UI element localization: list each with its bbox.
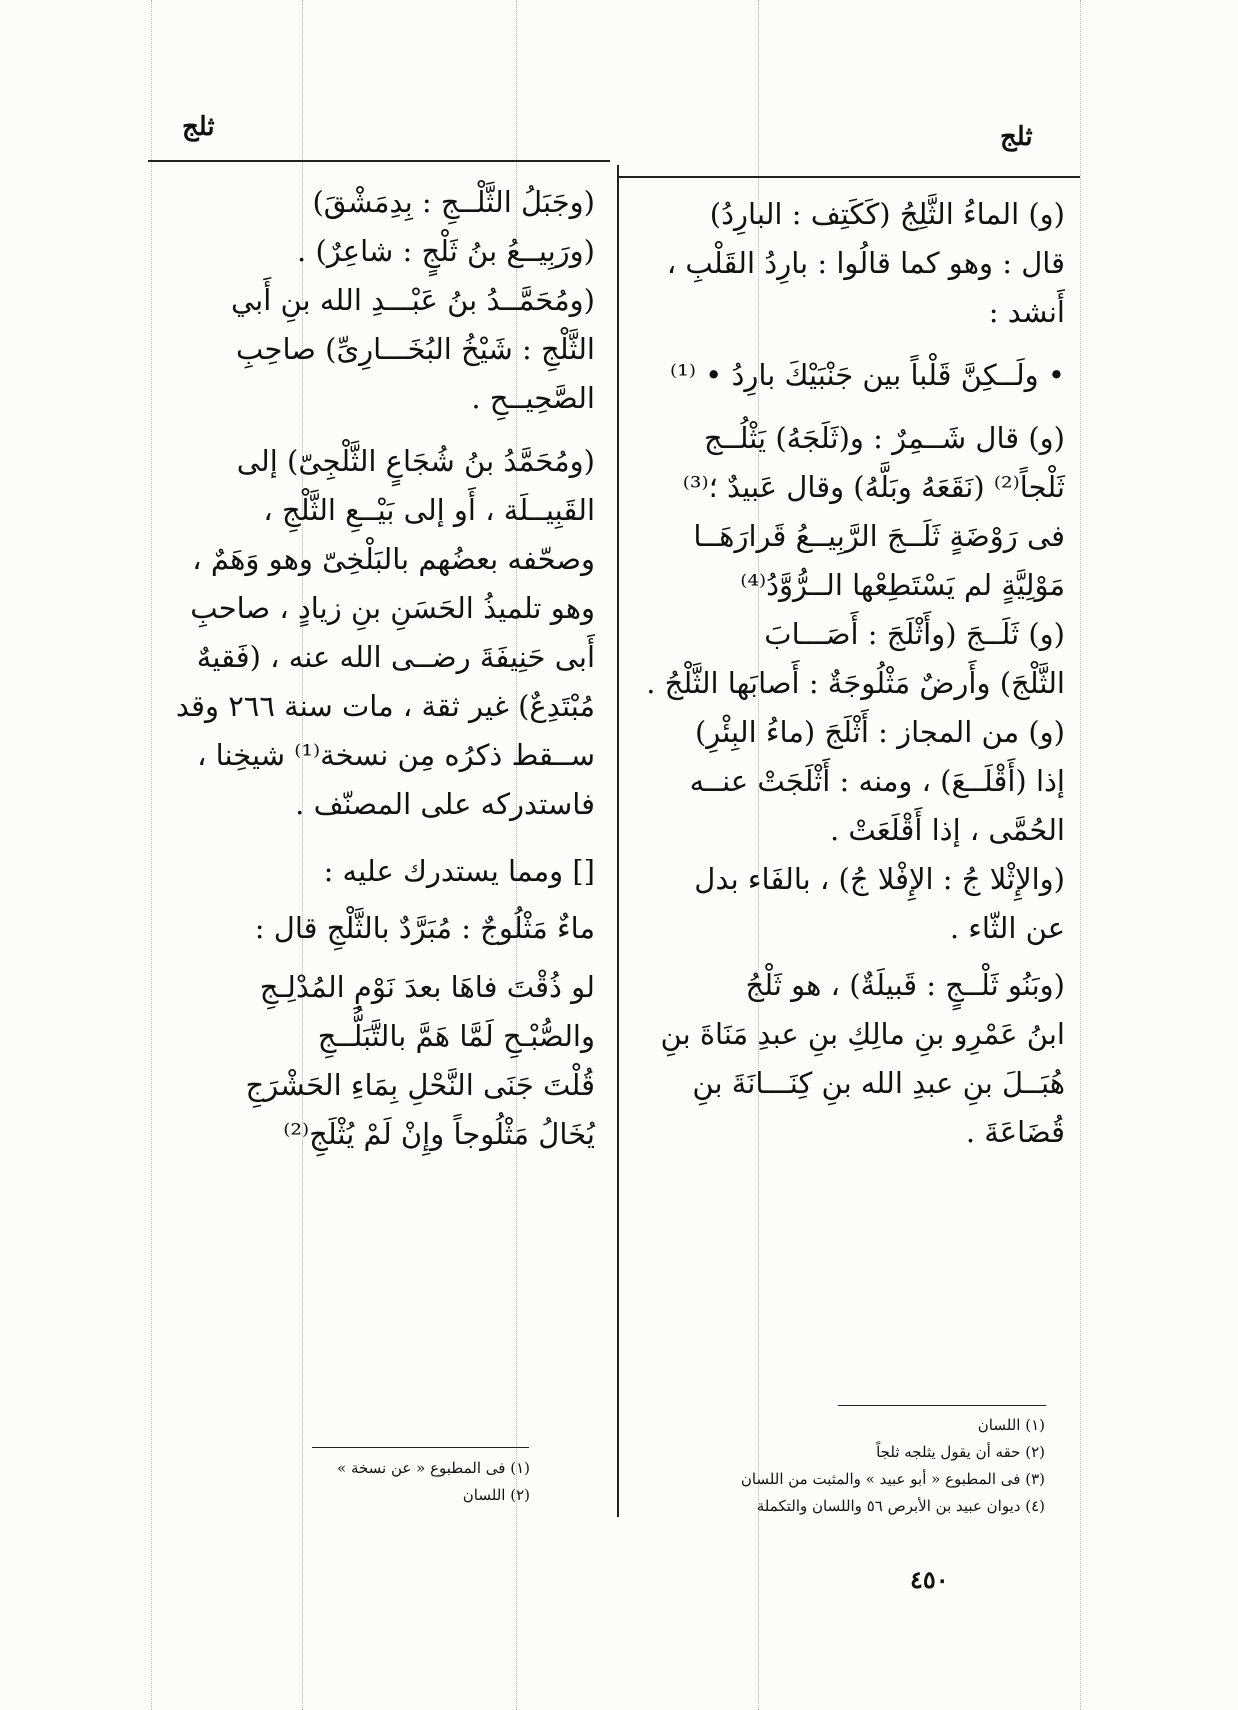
- text-line: الحُمَّى ، إذا أَقْلَعَتْ .: [829, 813, 1065, 847]
- scan-guide-line: [1080, 0, 1081, 1710]
- text-line: (و) ثَلَــجَ (وأَثْلَجَ : أَصَـــابَ: [764, 617, 1065, 651]
- text-line: الثَّلْجَ) وأَرضٌ مَثْلُوجَةٌ : أَصابَها الثَّلْجُ .: [646, 666, 1065, 700]
- footnote-rule-right: [838, 1405, 1046, 1406]
- left-footnotes: [240, 1455, 530, 1509]
- text-line: (وجَبَلُ الثَّلْــجِ : بِدِمَشْقَ): [312, 185, 595, 219]
- text-line: (و) قال شَــمِرٌ : و(ثَلَجَهُ) يَثْلُــج: [703, 421, 1065, 455]
- text-line: (و) الماءُ الثَّلِجُ (كَكَتِف : البارِدُ): [709, 197, 1065, 231]
- verse-line: لو ذُقْتَ فاهَا بعدَ نَوْمِ المُدْلِـجِ: [259, 970, 595, 1004]
- text-line: فاستدركه على المصنّف .: [295, 787, 595, 821]
- verse-line: والصُّبْـحِ لَمَّا هَمَّ بالتَّبَلُّــجِ: [317, 1019, 595, 1053]
- text-line: ماءٌ مَثْلُوجٌ : مُبَرَّدٌ بالثَّلْجِ قال :: [254, 911, 595, 945]
- footnote: (١) اللسان: [977, 1416, 1045, 1434]
- text-line: ســقط ذكرُه مِن نسخة⁽¹⁾ شيخِنا ،: [197, 738, 595, 772]
- running-head-left: ثلج: [182, 112, 215, 142]
- footnote: (١) فى المطبوع « عن نسخة »: [337, 1459, 530, 1477]
- verse-line: يُخَالُ مَثْلُوجاً وإِنْ لَمْ يُثْلَجِ⁽²⁾: [283, 1117, 595, 1151]
- text-line: أَنشد :: [988, 295, 1065, 329]
- footnote: (٤) ديوان عبيد بن الأبرص ٥٦ واللسان والتكملة: [756, 1497, 1045, 1515]
- text-line: القَبِيــلَة ، أَو إلى بَيْــعِ الثَّلْجِ ،: [263, 493, 595, 527]
- text-line: • ولَــكِنَّ قَلْباً بين جَنْبَيْكَ بارِدُ • ⁽¹⁾: [670, 358, 1065, 392]
- left-column: [145, 178, 595, 1159]
- text-line: إذا (أَقْلَــعَ) ، ومنه : أَثْلَجَتْ عنــه: [689, 764, 1065, 798]
- header-rule-right: [618, 176, 1080, 178]
- section-heading: [] ومما يستدرك عليه :: [323, 854, 595, 888]
- right-column: [640, 190, 1065, 1157]
- text-line: الصَّحِيــحِ .: [471, 381, 595, 415]
- running-head-right: ثلج: [1000, 122, 1033, 152]
- text-line: (والإِثْلا جُ : الإِفْلا جُ) ، بالفَاء بدل: [694, 862, 1065, 896]
- text-line: قال : وهو كما قالُوا : بارِدُ القَلْبِ ،: [666, 246, 1065, 280]
- text-line: ابنُ عَمْرِو بنِ مالِكِ بنِ عبدِ مَنَاةَ بنِ: [660, 1017, 1065, 1051]
- text-line: (وبَنُو ثَلْــجٍ : قَبيلَةٌ) ، هو ثَلْجُ: [745, 968, 1065, 1002]
- text-line: (ومُحَمَّــدُ بنُ عَبْـــدِ الله بنِ أَبي: [230, 283, 595, 317]
- text-line: قُضَاعَةَ .: [965, 1115, 1065, 1149]
- text-line: ثَلْجاً⁽²⁾ (نَقَعَهُ وبَلَّهُ) وقال عَبيدٌ ؛⁽³⁾: [682, 470, 1065, 504]
- text-line: (ومُحَمَّدُ بنُ شُجَاعٍ الثَّلْجِىّ) إلى: [236, 444, 595, 478]
- verse-line: قُلْتَ جَنَى النَّحْلِ بِمَاءِ الحَشْرَجِ: [245, 1068, 595, 1102]
- footnote-rule-left: [312, 1447, 529, 1448]
- text-line: عن الثّاء .: [949, 911, 1065, 945]
- text-line: هُبَــلَ بنِ عبدِ الله بنِ كِنَـــانَةَ بنِ: [692, 1066, 1065, 1100]
- column-divider: [617, 165, 619, 1517]
- footnote: (٢) اللسان: [462, 1486, 530, 1504]
- text-line: فى رَوْضَةٍ ثَلَــجَ الرَّبِيــعُ قَرارَهَــا: [693, 519, 1065, 553]
- text-line: مَوْلِيَّةٍ لم يَسْتَطِعْها الــرُّوَّدُ⁽⁴⁾: [740, 568, 1065, 602]
- footnote: (٢) حقه أن يقول يثلجه ثلجاً: [876, 1443, 1045, 1461]
- text-line: (و) من المجاز : أَثْلَجَ (ماءُ البِئْرِ): [694, 715, 1065, 749]
- page-number: ٤٥٠: [910, 1565, 949, 1594]
- text-line: (ورَبِيــعُ بنُ ثَلْجٍ : شاعِرٌ) .: [297, 234, 595, 268]
- right-footnotes: [640, 1412, 1045, 1520]
- footnote: (٣) فى المطبوع « أبو عبيد » والمثبت من اللسان: [740, 1470, 1045, 1488]
- text-line: أَبى حَنِيفَةَ رضــى الله عنه ، (فَقيهٌ: [196, 640, 595, 674]
- text-line: مُبْتَدِعٌ) غير ثقة ، مات سنة ٢٦٦ وقد: [175, 689, 595, 723]
- text-line: وصحّفه بعضُهم بالبَلْخِىّ وهو وَهَمٌ ،: [192, 542, 595, 576]
- text-line: الثَّلْجِ : شَيْخُ البُخَـــارِىِّ) صاحِبِ: [236, 332, 595, 366]
- header-rule-left: [148, 160, 610, 162]
- text-line: وهو تلميذُ الحَسَنِ بنِ زيادٍ ، صاحبِ: [190, 591, 595, 625]
